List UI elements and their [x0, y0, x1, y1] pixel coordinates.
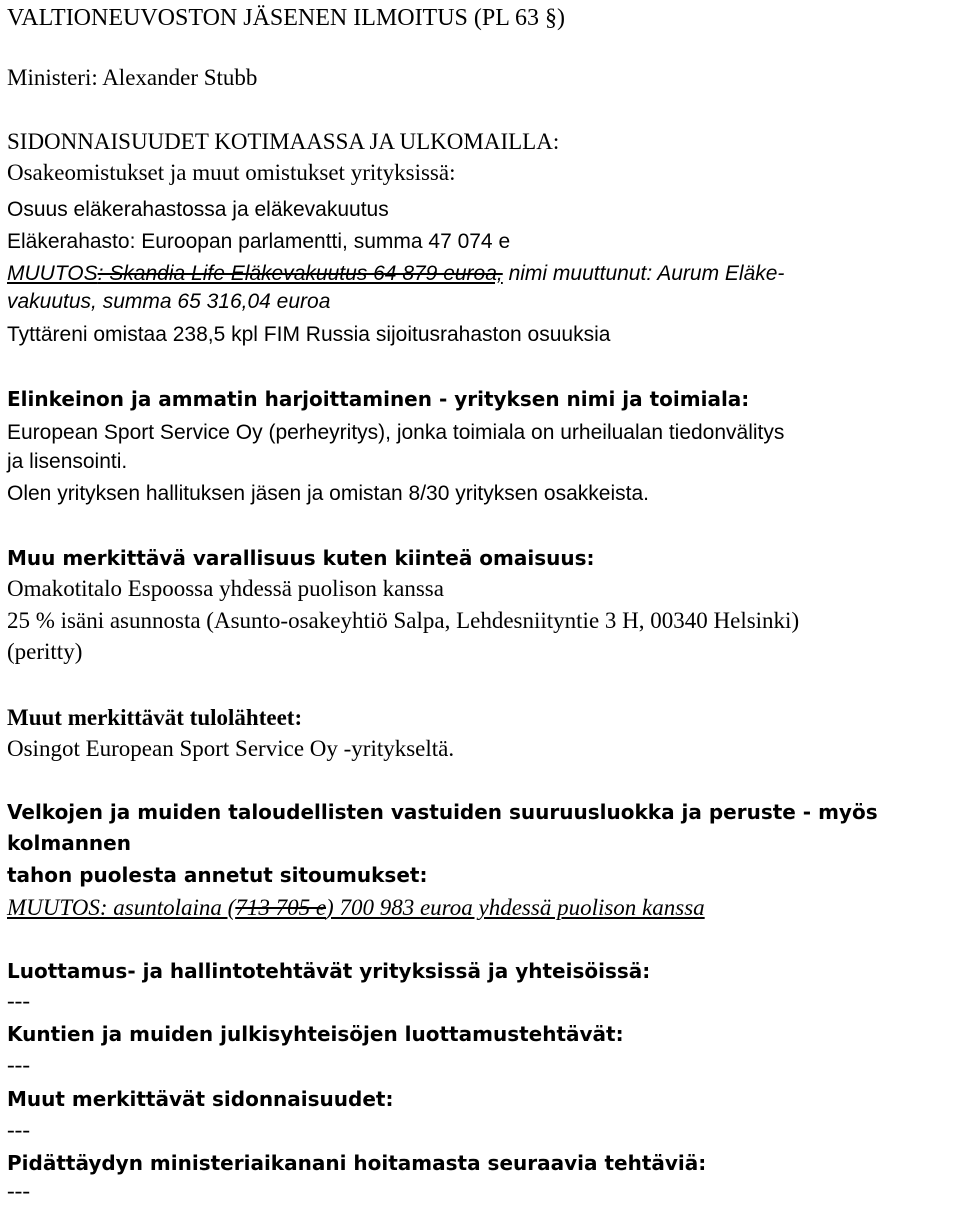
change-struck-text: : Skandia Life Eläkevakuutus 64 879 euroa,: [97, 262, 503, 285]
business-line-licensing: ja lisensointi.: [7, 450, 128, 473]
positions-heading: Luottamus- ja hallintotehtävät yrityksissä ja yhteisöissä:: [7, 959, 651, 983]
business-line-board: Olen yrityksen hallituksen jäsen ja omistan 8/30 yrityksen osakkeista.: [7, 482, 649, 505]
ownership-subtitle: Osakeomistukset ja muut omistukset yrityksissä:: [7, 160, 456, 185]
property-heading: Muu merkittävä varallisuus kuten kiinteä omaisuus:: [7, 546, 595, 570]
debts-change-struck: 713 705 e: [235, 895, 327, 920]
debts-change-prefix: MUUTOS: asuntolaina (: [7, 895, 236, 920]
minister-name: Ministeri: Alexander Stubb: [7, 65, 258, 90]
property-line-house: Omakotitalo Espoossa yhdessä puolison kanssa: [7, 576, 444, 601]
positions-value: ---: [7, 988, 30, 1013]
property-line-inherited: (peritty): [7, 639, 83, 664]
recusal-heading: Pidättäydyn ministeriaikanani hoitamasta seuraavia tehtäviä:: [7, 1151, 707, 1175]
income-heading: Muut merkittävät tulolähteet:: [7, 705, 303, 730]
other-ties-value: ---: [7, 1117, 30, 1142]
debts-heading-line3: tahon puolesta annetut sitoumukset:: [7, 863, 428, 887]
change-label: MUUTOS: [7, 262, 98, 285]
business-line-company: European Sport Service Oy (perheyritys), jonka toimiala on urheilualan tiedonvälitys: [7, 421, 785, 444]
recusal-value: ---: [7, 1178, 30, 1203]
ownership-change-continued: vakuutus, summa 65 316,04 euroa: [7, 290, 331, 313]
change-new-text: nimi muuttunut: Aurum Eläke-: [502, 262, 785, 285]
section-title-ties: SIDONNAISUUDET KOTIMAASSA JA ULKOMAILLA:: [7, 129, 560, 154]
ownership-line-daughter: Tyttäreni omistaa 238,5 kpl FIM Russia sijoitusrahaston osuuksia: [7, 323, 611, 346]
other-ties-heading: Muut merkittävät sidonnaisuudet:: [7, 1087, 394, 1111]
debts-change-line: [7, 893, 705, 923]
debts-heading-line2: kolmannen: [7, 831, 131, 855]
ownership-change-line: [7, 259, 784, 289]
income-line-dividends: Osingot European Sport Service Oy -yritykseltä.: [7, 736, 455, 761]
property-line-apartment: 25 % isäni asunnosta (Asunto-osakeyhtiö Salpa, Lehdesniityntie 3 H, 00340 Helsinki): [7, 608, 800, 633]
municipal-heading: Kuntien ja muiden julkisyhteisöjen luottamustehtävät:: [7, 1022, 624, 1046]
debts-change-suffix: ) 700 983 euroa yhdessä puolison kanssa: [326, 895, 705, 920]
ownership-line-fund: Eläkerahasto: Euroopan parlamentti, summa 47 074 e: [7, 230, 511, 253]
page-title: VALTIONEUVOSTON JÄSENEN ILMOITUS (PL 63 §): [7, 5, 565, 31]
municipal-value: ---: [7, 1052, 30, 1077]
debts-heading-line1: Velkojen ja muiden taloudellisten vastuiden suuruusluokka ja peruste - myös: [7, 800, 878, 824]
business-heading: Elinkeinon ja ammatin harjoittaminen - yrityksen nimi ja toimiala:: [7, 387, 750, 411]
ownership-line-pension: Osuus eläkerahastossa ja eläkevakuutus: [7, 198, 389, 221]
